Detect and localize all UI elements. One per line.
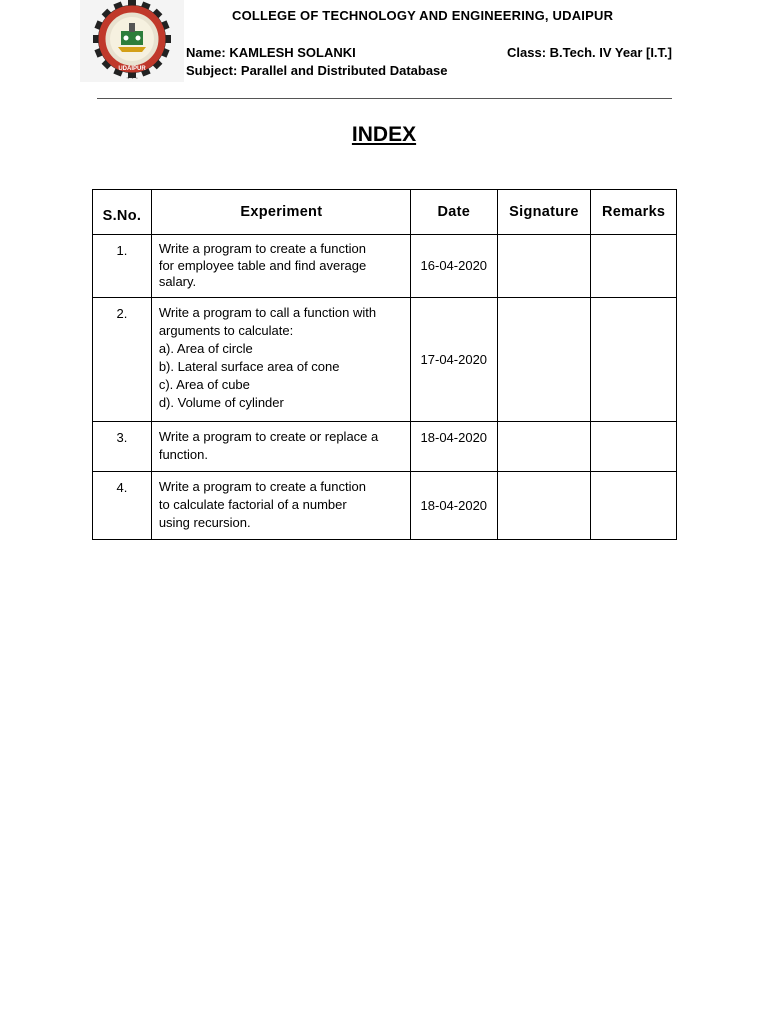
cell-remarks [591, 472, 677, 540]
experiment-line: d). Volume of cylinder [158, 395, 284, 410]
cell-signature [497, 422, 591, 472]
cell-sno: 1. [93, 235, 152, 298]
cell-experiment [151, 472, 410, 540]
experiment-line: arguments to calculate: [158, 323, 294, 338]
college-name: COLLEGE OF TECHNOLOGY AND ENGINEERING, UDAIPUR [232, 8, 614, 23]
student-name: Name: KAMLESH SOLANKI [186, 45, 356, 60]
cell-remarks [591, 235, 677, 298]
header-remarks: Remarks [591, 190, 677, 235]
cell-remarks [591, 298, 677, 422]
svg-text:UDAIPUR: UDAIPUR [118, 66, 146, 72]
student-info-line [186, 45, 672, 60]
experiment-line: to calculate factorial of a number [158, 497, 347, 512]
index-title: INDEX [351, 123, 417, 146]
header-sno: S.No. [93, 190, 152, 235]
cell-date: 18-04-2020 [410, 422, 497, 472]
table-row [93, 422, 677, 472]
index-table [92, 189, 677, 540]
cell-date: 16-04-2020 [410, 235, 497, 298]
experiment-line: Write a program to call a function with [158, 305, 377, 320]
cell-sno: 3. [93, 422, 152, 472]
cell-sno: 2. [93, 298, 152, 422]
experiment-line: Write a program to create a function [158, 241, 366, 256]
experiment-line: Write a program to create or replace a [158, 429, 379, 444]
table-row [93, 298, 677, 422]
cell-signature [497, 472, 591, 540]
table-header-row [93, 190, 677, 235]
experiment-line: salary. [158, 274, 197, 289]
header-signature: Signature [497, 190, 591, 235]
experiment-line: for employee table and find average [158, 257, 367, 273]
college-logo [80, 0, 184, 82]
cell-experiment [151, 298, 410, 422]
header-experiment: Experiment [151, 190, 410, 235]
cell-signature [497, 298, 591, 422]
experiment-line: function. [158, 447, 208, 462]
experiment-line: c). Area of cube [158, 377, 250, 392]
table-row [93, 472, 677, 540]
header-date: Date [410, 190, 497, 235]
student-class: Class: B.Tech. IV Year [I.T.] [507, 45, 672, 60]
experiment-line: Write a program to create a function [158, 479, 366, 494]
cell-signature [497, 235, 591, 298]
experiment-line: using recursion. [158, 515, 251, 530]
cell-remarks [591, 422, 677, 472]
table-row [93, 235, 677, 298]
subject: Subject: Parallel and Distributed Database [186, 63, 448, 78]
cell-experiment [151, 422, 410, 472]
index-title-wrapper [0, 123, 768, 147]
cell-date: 17-04-2020 [410, 298, 497, 422]
cell-sno: 4. [93, 472, 152, 540]
header-divider [97, 98, 672, 99]
svg-text:~ ~ ~: ~ ~ ~ [126, 76, 138, 82]
cell-experiment [151, 235, 410, 298]
cell-date: 18-04-2020 [410, 472, 497, 540]
experiment-line: a). Area of circle [158, 341, 253, 356]
experiment-line: b). Lateral surface area of cone [158, 359, 340, 374]
